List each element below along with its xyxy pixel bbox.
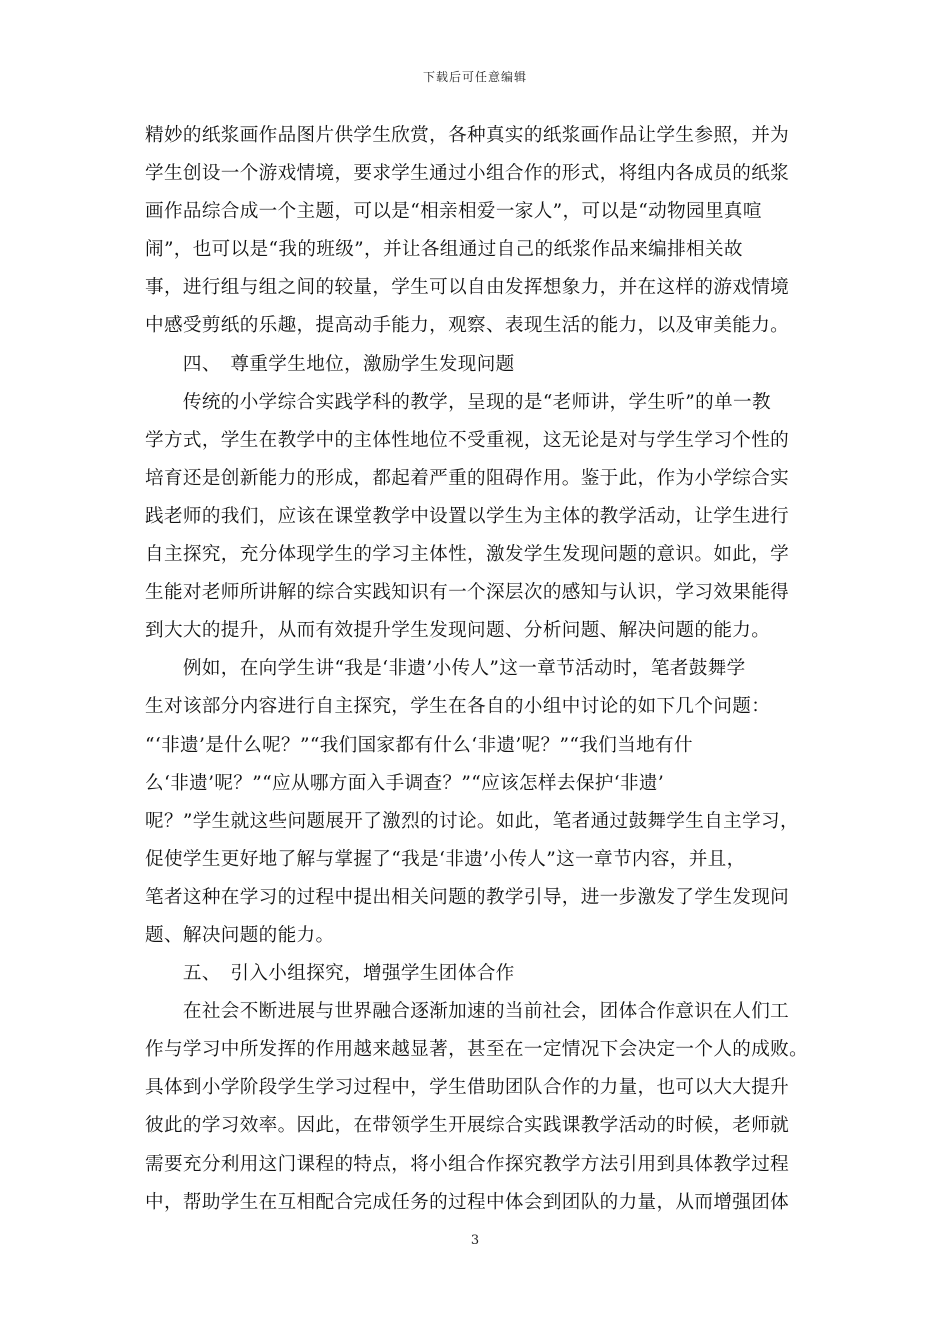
text-line: 传统的小学综合实践学科的教学，呈现的是“老师讲，学生听”的单一教: [145, 391, 771, 413]
document-body: [145, 117, 815, 1222]
text-line: 笔者这种在学习的过程中提出相关问题的教学引导，进一步激发了学生发现问: [145, 886, 790, 908]
text-line: 到大大的提升，从而有效提升学生发现问题、分析问题、解决问题的能力。: [145, 620, 771, 642]
text-line: 题、解决问题的能力。: [145, 924, 335, 946]
text-line: 事，进行组与组之间的较量，学生可以自由发挥想象力，并在这样的游戏情境: [145, 277, 790, 299]
section-heading-4: 四、 尊重学生地位，激励学生发现问题: [145, 353, 515, 375]
text-line: 需要充分利用这门课程的特点，将小组合作探究教学方法引用到具体教学过程: [145, 1153, 790, 1175]
text-line: 么‘非遗’呢？”“应从哪方面入手调查？”“应该怎样去保护‘非遗’: [145, 772, 665, 794]
text-line: 精妙的纸浆画作品图片供学生欣赏，各种真实的纸浆画作品让学生参照，并为: [145, 125, 790, 146]
text-line: 践老师的我们，应该在课堂教学中设置以学生为主体的教学活动，让学生进行: [145, 505, 790, 527]
text-line: “‘非遗’是什么呢？”“我们国家都有什么‘非遗’呢？”“我们当地有什: [145, 734, 693, 756]
text-line: 中感受剪纸的乐趣，提高动手能力，观察、表现生活的能力，以及审美能力。: [145, 315, 790, 337]
text-line: 中，帮助学生在互相配合完成任务的过程中体会到团队的力量，从而增强团体: [145, 1191, 790, 1213]
text-line: 生对该部分内容进行自主探究，学生在各自的小组中讨论的如下几个问题：: [145, 696, 771, 718]
text-line: 培育还是创新能力的形成，都起着严重的阻碍作用。鉴于此，作为小学综合实: [145, 467, 790, 489]
page-header: 下载后可任意编辑: [422, 70, 527, 84]
text-line: 彼此的学习效率。因此，在带领学生开展综合实践课教学活动的时候，老师就: [145, 1115, 790, 1137]
text-line: 作与学习中所发挥的作用越来越显著，甚至在一定情况下会决定一个人的成败。: [145, 1039, 809, 1061]
text-line: 在社会不断进展与世界融合逐渐加速的当前社会，团体合作意识在人们工: [145, 1001, 790, 1023]
text-line: 自主探究，充分体现学生的学习主体性，激发学生发现问题的意识。如此，学: [145, 544, 790, 566]
text-line: 学生创设一个游戏情境，要求学生通过小组合作的形式，将组内各成员的纸浆: [145, 163, 790, 185]
text-line: 画作品综合成一个主题，可以是“相亲相爱一家人”，可以是“动物园里真喧: [145, 201, 762, 223]
text-line: 生能对老师所讲解的综合实践知识有一个深层次的感知与认识，学习效果能得: [145, 582, 790, 604]
text-line: 学方式，学生在教学中的主体性地位不受重视，这无论是对与学生学习个性的: [145, 429, 790, 451]
text-line: 促使学生更好地了解与掌握了“我是‘非遗’小传人”这一章节内容，并且，: [145, 848, 746, 870]
text-line: 呢？”学生就这些问题展开了激烈的讨论。如此，笔者通过鼓舞学生自主学习，: [145, 810, 799, 832]
text-line: 具体到小学阶段学生学习过程中，学生借助团队合作的力量，也可以大大提升: [145, 1077, 790, 1099]
section-heading-5: 五、 引入小组探究，增强学生团体合作: [145, 963, 515, 985]
text-line: 闹”，也可以是“我的班级”，并让各组通过自己的纸浆作品来编排相关故: [145, 239, 743, 261]
text-line: 例如，在向学生讲“我是‘非遗’小传人”这一章节活动时，笔者鼓舞学: [145, 658, 746, 680]
page-number: 3: [470, 1233, 480, 1248]
